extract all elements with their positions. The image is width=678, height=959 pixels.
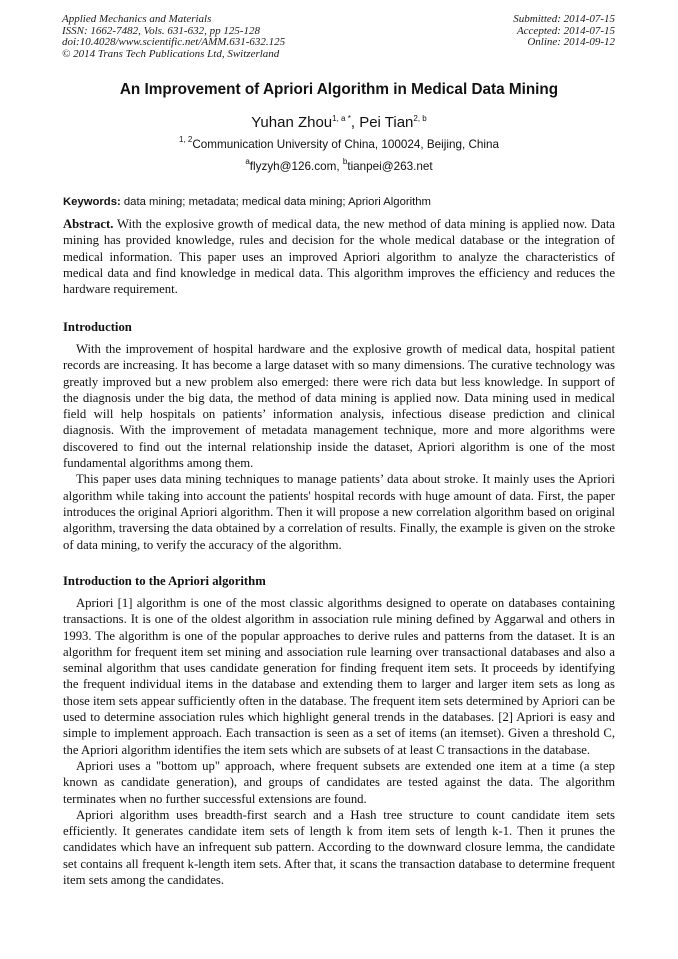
author-emails [0, 157, 678, 173]
abstract-paragraph [63, 216, 615, 297]
copyright-line: © 2014 Trans Tech Publications Ltd, Switzerland [62, 47, 280, 60]
author-list [0, 114, 678, 131]
paper-title: An Improvement of Apriori Algorithm in Medical Data Mining [119, 81, 559, 98]
section-heading-introduction: Introduction [63, 320, 132, 334]
affiliation [0, 135, 678, 151]
author-separator: , [350, 114, 360, 131]
doi-line: doi:10.4028/www.scientific.net/AMM.631-632.125 [62, 36, 286, 48]
paragraph: With the improvement of hospital hardware and the explosive growth of medical data, hospital patient records are increasing. It has become a large dataset with so many dimensions. The curative technology was greatly improved but a new problem also emerged: there were rich data but less knowledge. In support of the diagnosis under the big data, the method of data mining is applied now. Data mining used in medical field will help hospitals on patients’ information analysis, infectious disease prediction and clinical diagnosis. With the improvement of metadata management technique, more and more algorithms were discovered to find out the internal relationship inside the dataset, Apriori algorithm is one of the most fundamental algorithms among them. [63, 342, 615, 471]
abstract-label: Abstract. [63, 217, 114, 231]
paragraph: This paper uses data mining techniques to manage patients’ data about stroke. It mainly uses the Apriori algorithm while taking into account the patients' hospital records with huge amount of data. First, the paper introduces the original Apriori algorithm. Then it will propose a new correlation algorithm based on original algorithm, traversing the data obtained by a correlation of results. Finally, the example is given on the stroke of data mining, to verify the accuracy of the algorithm. [63, 472, 615, 552]
paragraph: Apriori [1] algorithm is one of the most classic algorithms designed to operate on databases containing transactions. It is one of the oldest algorithm in association rule mining defined by Aggarwal and others in 1993. The algorithm is one of the popular approaches to derive rules and patterns from the dataset. It is an algorithm for frequent item set mining and association rule learning over transactional databases and also a seminal algorithm that uses candidate generation for finding frequent item sets. It proceeds by identifying the frequent individual items in the database and extending them to larger and larger item sets as long as those item sets appear sufficiently often in the database. The frequent item sets determined by Apriori can be used to determine association rules which highlight general trends in the databases. [2] Apriori is easy and simple to implement approach. Each transaction is seen as a set of items (an itemset). Given a threshold C, the Apriori algorithm identifies the item sets which are subsets of at least C transactions in the database. [63, 596, 615, 757]
section-introduction [63, 341, 615, 553]
abstract [63, 216, 615, 297]
dates-header [513, 14, 615, 49]
email-separator: , [336, 160, 343, 173]
email-marker: a [245, 157, 250, 166]
keywords-text: data mining; metadata; medical data mining; Apriori Algorithm [120, 196, 431, 208]
author-affiliation-marker: 2, b [413, 114, 427, 123]
section-heading-apriori: Introduction to the Apriori algorithm [63, 574, 266, 588]
journal-info-header [62, 14, 285, 60]
paragraph: Apriori algorithm uses breadth-first search and a Hash tree structure to count candidate item sets efficiently. It generates candidate item sets of length k from item sets of length k-1. Then it prunes the candidates which have an infrequent sub pattern. According to the downward closure lemma, the candidate set contains all frequent k-length item sets. After that, it scans the transaction database to determine frequent item sets among the candidates. [63, 807, 615, 888]
paragraph: Apriori uses a "bottom up" approach, where frequent subsets are extended one item at a time (a step known as candidate generation), and groups of candidates are tested against the data. The algorithm terminates when no further successful extensions are found. [63, 758, 615, 806]
online-date: Online: 2014-09-12 [527, 36, 615, 48]
accepted-date: Accepted: 2014-07-15 [516, 24, 615, 37]
section-apriori [63, 595, 615, 888]
affiliation-marker: 1, 2 [179, 135, 193, 144]
author-name: Pei Tian [359, 114, 414, 131]
email-marker: b [342, 157, 348, 166]
affiliation-text: Communication University of China, 100024, Beijing, China [192, 138, 499, 151]
keywords [63, 196, 616, 208]
submitted-date: Submitted: 2014-07-15 [513, 13, 615, 25]
email-address[interactable]: flyzyh@126.com [249, 160, 337, 173]
issn-line: ISSN: 1662-7482, Vols. 631-632, pp 125-128 [62, 24, 260, 37]
keywords-label: Keywords: [63, 196, 121, 208]
journal-name: Applied Mechanics and Materials [62, 13, 212, 25]
abstract-text: With the explosive growth of medical data, the new method of data mining is applied now. Data mining has provided knowledge, rules and decision for the whole medical database or the integration of medical information. This paper uses an improved Apriori algorithm to analyze the characteristics of medical data and find knowledge in medical data. This algorithm improves the efficiency and reduces the hardware requirement. [63, 217, 615, 297]
author-affiliation-marker: 1, a * [332, 114, 351, 123]
author-name: Yuhan Zhou [251, 114, 333, 131]
email-address[interactable]: tianpei@263.net [347, 160, 433, 173]
